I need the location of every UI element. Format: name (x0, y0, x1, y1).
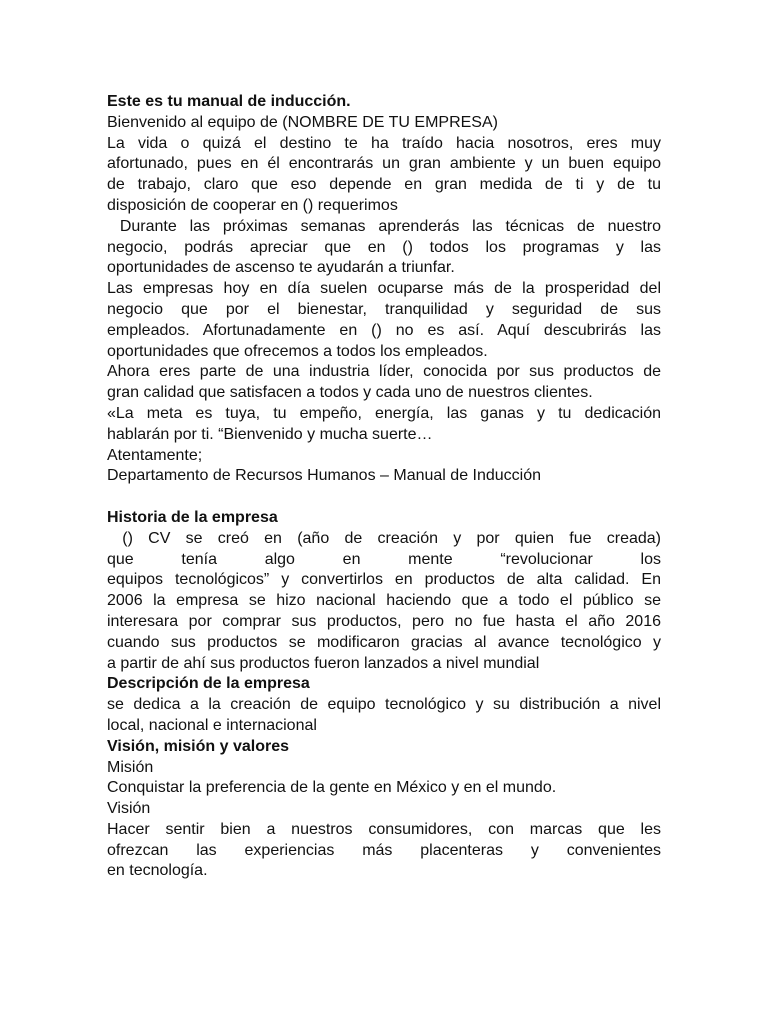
historia-line: 2006 la empresa se hizo nacional haciendo que a todo el público se (107, 592, 661, 610)
intro-paragraph-line: oportunidades de ascenso te ayudarán a triunfar. (107, 259, 455, 277)
vision-label: Visión (107, 800, 151, 818)
intro-paragraph-line: empleados. Afortunadamente en () no es así. Aquí descubrirás las (107, 321, 661, 339)
intro-paragraph-line: negocio, podrás apreciar que en () todos los programas y las (107, 238, 661, 256)
manual-title: Este es tu manual de inducción. (107, 93, 351, 110)
section-spacer (107, 487, 661, 508)
quote-line: «La meta es tuya, tu empeño, energía, las ganas y tu dedicación (107, 404, 661, 422)
section-heading-vmv: Visión, misión y valores (107, 737, 289, 755)
document-page (107, 92, 661, 882)
intro-paragraph-line: Las empresas hoy en día suelen ocuparse más de la prosperidad del (107, 280, 661, 298)
historia-line: cuando sus productos se modificaron gracias al avance tecnológico y (107, 633, 661, 651)
signature-department: Departamento de Recursos Humanos – Manual de Inducción (107, 467, 542, 485)
intro-paragraph-line: Ahora eres parte de una industria líder, conocida por sus productos de (107, 363, 661, 381)
mision-label: Misión (107, 758, 154, 776)
intro-paragraph-line: oportunidades que ofrecemos a todos los empleados. (107, 342, 488, 360)
mision-text: Conquistar la preferencia de la gente en México y en el mundo. (107, 779, 557, 797)
historia-line: interesara por comprar sus productos, pero no fue hasta el año 2016 (107, 612, 661, 630)
historia-line: equipos tecnológicos” y convertirlos en productos de alta calidad. En (107, 571, 661, 589)
descripcion-line: se dedica a la creación de equipo tecnológico y su distribución a nivel (107, 696, 661, 714)
closing-salutation: Atentamente; (107, 446, 203, 464)
quote-line: hablarán por ti. “Bienvenido y mucha suerte… (107, 425, 433, 443)
welcome-line: Bienvenido al equipo de (NOMBRE DE TU EMPRESA) (107, 113, 498, 131)
intro-paragraph-line: La vida o quizá el destino te ha traído hacia nosotros, eres muy (107, 134, 661, 152)
intro-paragraph-line: de trabajo, claro que eso depende en gran medida de ti y de tu (107, 176, 661, 194)
vision-line: en tecnología. (107, 862, 208, 880)
vision-line: Hacer sentir bien a nuestros consumidores, con marcas que les (107, 820, 661, 838)
intro-paragraph-line: afortunado, pues en él encontrarás un gran ambiente y un buen equipo (107, 155, 661, 173)
intro-paragraph-line: gran calidad que satisfacen a todos y cada uno de nuestros clientes. (107, 384, 593, 402)
intro-paragraph-line: negocio que por el bienestar, tranquilidad y seguridad de sus (107, 300, 661, 318)
section-heading-historia: Historia de la empresa (107, 508, 278, 526)
intro-paragraph-line: disposición de cooperar en () requerimos (107, 196, 398, 214)
historia-line: a partir de ahí sus productos fueron lanzados a nivel mundial (107, 654, 540, 672)
historia-line: () CV se creó en (año de creación y por quien fue creada) (107, 529, 661, 547)
section-heading-descripcion: Descripción de la empresa (107, 675, 310, 693)
vision-line: ofrezcan las experiencias más placenteras y convenientes (107, 841, 661, 859)
descripcion-line: local, nacional e internacional (107, 716, 317, 734)
historia-line: que tenía algo en mente “revolucionar los (107, 550, 661, 568)
intro-paragraph-line: Durante las próximas semanas aprenderás las técnicas de nuestro (107, 217, 661, 235)
